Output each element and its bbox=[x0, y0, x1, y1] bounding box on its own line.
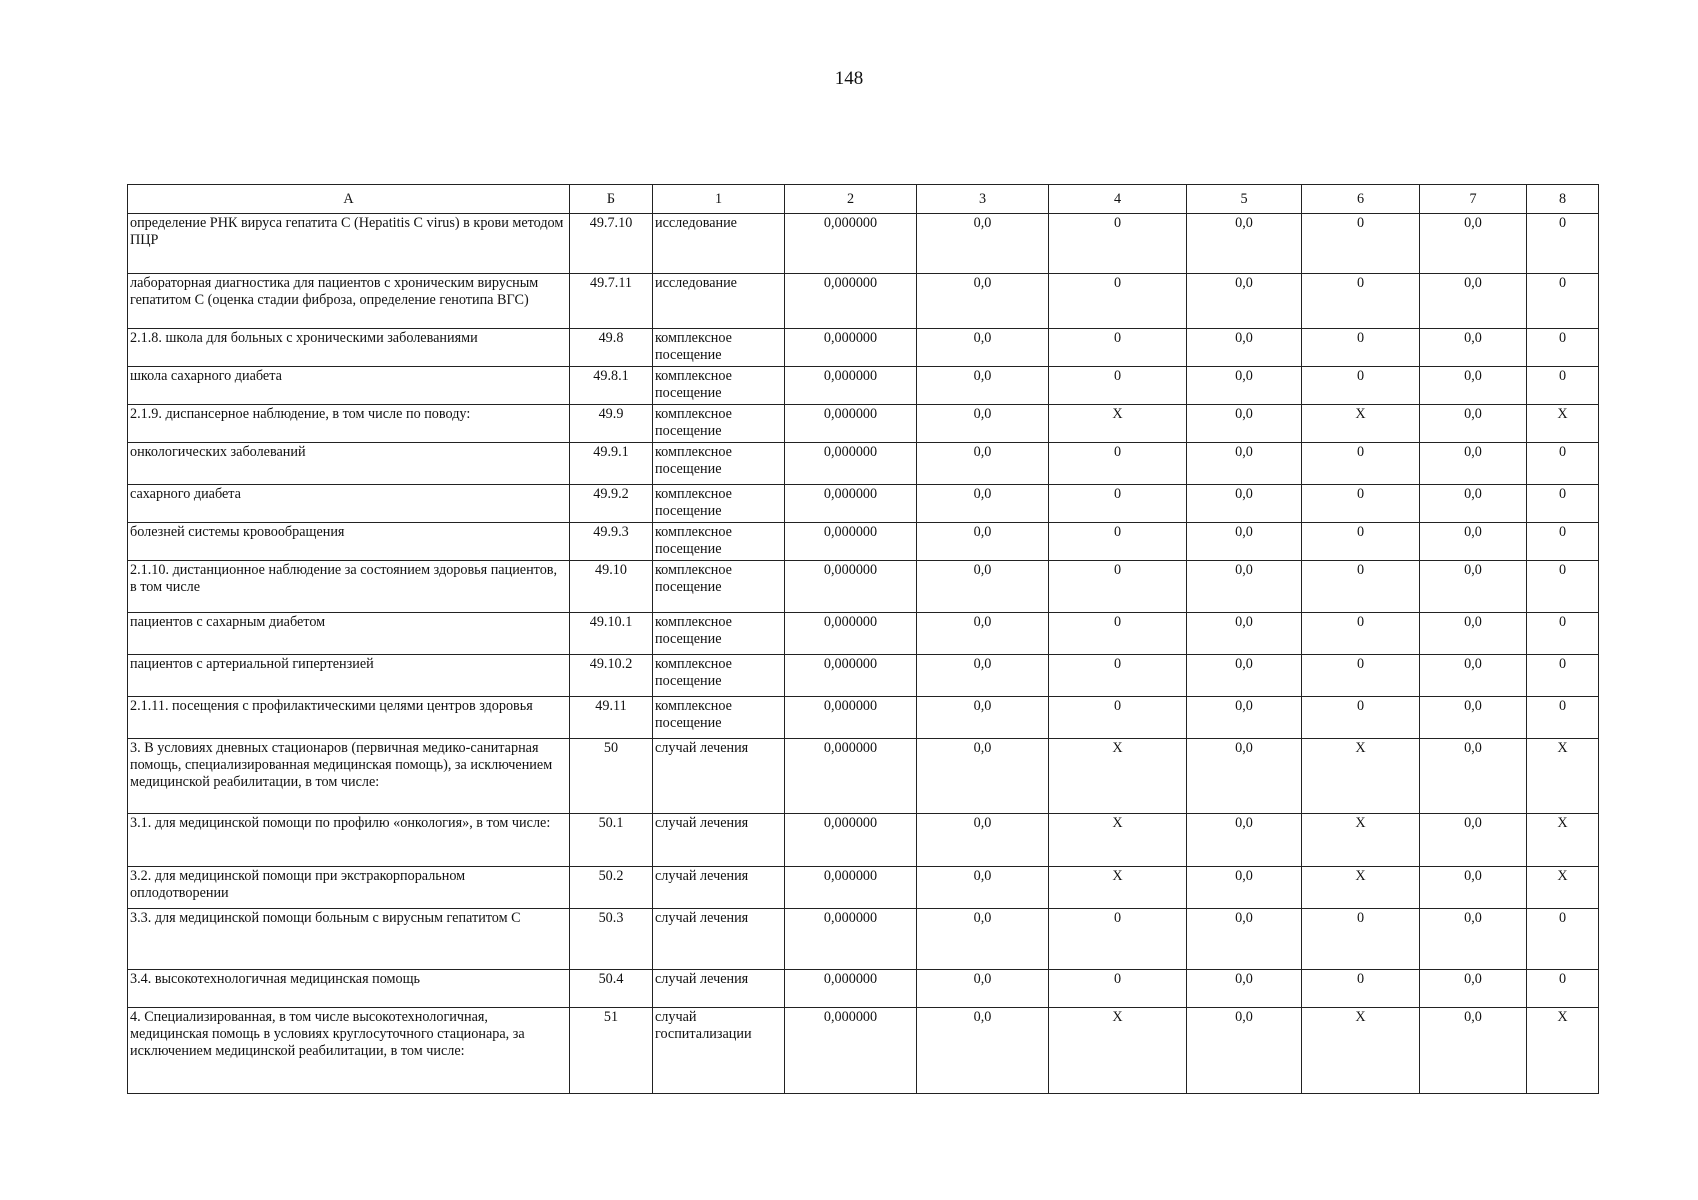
row-code: 49.10.1 bbox=[570, 613, 653, 655]
cell-col-8: 0 bbox=[1527, 613, 1599, 655]
cell-col-5: 0,0 bbox=[1187, 405, 1302, 443]
cell-col-7: 0,0 bbox=[1420, 485, 1527, 523]
cell-col-5: 0,0 bbox=[1187, 561, 1302, 613]
cell-col-2: 0,000000 bbox=[785, 561, 917, 613]
cell-col-4: 0 bbox=[1049, 655, 1187, 697]
cell-col-8: 0 bbox=[1527, 909, 1599, 970]
row-code: 49.7.10 bbox=[570, 214, 653, 274]
cell-col-8: X bbox=[1527, 405, 1599, 443]
cell-col-4: X bbox=[1049, 1008, 1187, 1094]
cell-col-7: 0,0 bbox=[1420, 655, 1527, 697]
row-code: 50.4 bbox=[570, 970, 653, 1008]
row-name: 3.1. для медицинской помощи по профилю «онкология», в том числе: bbox=[128, 814, 570, 867]
cell-col-7: 0,0 bbox=[1420, 613, 1527, 655]
cell-col-2: 0,000000 bbox=[785, 523, 917, 561]
cell-col-2: 0,000000 bbox=[785, 814, 917, 867]
row-code: 50.2 bbox=[570, 867, 653, 909]
data-table bbox=[127, 184, 1599, 1094]
cell-col-7: 0,0 bbox=[1420, 214, 1527, 274]
cell-col-7: 0,0 bbox=[1420, 970, 1527, 1008]
row-code: 49.9 bbox=[570, 405, 653, 443]
cell-col-5: 0,0 bbox=[1187, 970, 1302, 1008]
cell-col-7: 0,0 bbox=[1420, 523, 1527, 561]
cell-col-3: 0,0 bbox=[917, 909, 1049, 970]
cell-col-8: 0 bbox=[1527, 561, 1599, 613]
row-name: определение РНК вируса гепатита С (Hepatitis C virus) в крови методом ПЦР bbox=[128, 214, 570, 274]
row-name: сахарного диабета bbox=[128, 485, 570, 523]
cell-col-3: 0,0 bbox=[917, 561, 1049, 613]
row-unit: случай лечения bbox=[653, 739, 785, 814]
cell-col-7: 0,0 bbox=[1420, 274, 1527, 329]
cell-col-6: 0 bbox=[1302, 970, 1420, 1008]
cell-col-4: 0 bbox=[1049, 214, 1187, 274]
cell-col-6: X bbox=[1302, 1008, 1420, 1094]
header-row bbox=[128, 185, 1599, 214]
cell-col-6: X bbox=[1302, 814, 1420, 867]
table-row bbox=[128, 329, 1599, 367]
cell-col-6: 0 bbox=[1302, 329, 1420, 367]
cell-col-4: 0 bbox=[1049, 485, 1187, 523]
table-row bbox=[128, 739, 1599, 814]
table-row bbox=[128, 909, 1599, 970]
cell-col-4: 0 bbox=[1049, 970, 1187, 1008]
row-unit: случай лечения bbox=[653, 970, 785, 1008]
table-row bbox=[128, 405, 1599, 443]
cell-col-4: X bbox=[1049, 739, 1187, 814]
table-row bbox=[128, 1008, 1599, 1094]
cell-col-6: X bbox=[1302, 739, 1420, 814]
cell-col-6: 0 bbox=[1302, 561, 1420, 613]
cell-col-4: X bbox=[1049, 867, 1187, 909]
cell-col-6: 0 bbox=[1302, 443, 1420, 485]
cell-col-5: 0,0 bbox=[1187, 867, 1302, 909]
cell-col-3: 0,0 bbox=[917, 1008, 1049, 1094]
table-row bbox=[128, 655, 1599, 697]
cell-col-7: 0,0 bbox=[1420, 697, 1527, 739]
row-name: пациентов с артериальной гипертензией bbox=[128, 655, 570, 697]
cell-col-8: 0 bbox=[1527, 523, 1599, 561]
cell-col-3: 0,0 bbox=[917, 274, 1049, 329]
cell-col-6: X bbox=[1302, 867, 1420, 909]
cell-col-8: 0 bbox=[1527, 970, 1599, 1008]
table-row bbox=[128, 814, 1599, 867]
cell-col-3: 0,0 bbox=[917, 367, 1049, 405]
table-row bbox=[128, 561, 1599, 613]
cell-col-3: 0,0 bbox=[917, 655, 1049, 697]
cell-col-7: 0,0 bbox=[1420, 329, 1527, 367]
cell-col-7: 0,0 bbox=[1420, 405, 1527, 443]
cell-col-4: 0 bbox=[1049, 613, 1187, 655]
cell-col-8: 0 bbox=[1527, 274, 1599, 329]
cell-col-2: 0,000000 bbox=[785, 485, 917, 523]
row-name: школа сахарного диабета bbox=[128, 367, 570, 405]
cell-col-2: 0,000000 bbox=[785, 739, 917, 814]
row-unit: исследование bbox=[653, 214, 785, 274]
row-unit: случай лечения bbox=[653, 814, 785, 867]
row-name: 2.1.10. дистанционное наблюдение за состоянием здоровья пациентов, в том числе bbox=[128, 561, 570, 613]
row-unit: комплексное посещение bbox=[653, 655, 785, 697]
row-name: болезней системы кровообращения bbox=[128, 523, 570, 561]
row-unit: комплексное посещение bbox=[653, 523, 785, 561]
cell-col-3: 0,0 bbox=[917, 485, 1049, 523]
cell-col-3: 0,0 bbox=[917, 970, 1049, 1008]
row-name: 3. В условиях дневных стационаров (первичная медико-санитарная помощь, специализированная медицинская помощь), за исключением медицинской реабилитации, в том числе: bbox=[128, 739, 570, 814]
cell-col-6: 0 bbox=[1302, 274, 1420, 329]
cell-col-2: 0,000000 bbox=[785, 405, 917, 443]
row-name: 2.1.11. посещения с профилактическими целями центров здоровья bbox=[128, 697, 570, 739]
table-row bbox=[128, 970, 1599, 1008]
row-unit: исследование bbox=[653, 274, 785, 329]
row-unit: комплексное посещение bbox=[653, 697, 785, 739]
cell-col-8: 0 bbox=[1527, 697, 1599, 739]
column-header: 2 bbox=[785, 185, 917, 214]
cell-col-7: 0,0 bbox=[1420, 814, 1527, 867]
cell-col-8: 0 bbox=[1527, 214, 1599, 274]
cell-col-6: 0 bbox=[1302, 655, 1420, 697]
cell-col-3: 0,0 bbox=[917, 867, 1049, 909]
row-name: 2.1.9. диспансерное наблюдение, в том числе по поводу: bbox=[128, 405, 570, 443]
cell-col-3: 0,0 bbox=[917, 613, 1049, 655]
row-unit: комплексное посещение bbox=[653, 367, 785, 405]
cell-col-7: 0,0 bbox=[1420, 443, 1527, 485]
row-name: лабораторная диагностика для пациентов с хроническим вирусным гепатитом С (оценка стадии фиброза, определение генотипа ВГС) bbox=[128, 274, 570, 329]
cell-col-3: 0,0 bbox=[917, 739, 1049, 814]
cell-col-3: 0,0 bbox=[917, 697, 1049, 739]
cell-col-7: 0,0 bbox=[1420, 867, 1527, 909]
cell-col-5: 0,0 bbox=[1187, 739, 1302, 814]
table-row bbox=[128, 214, 1599, 274]
row-unit: комплексное посещение bbox=[653, 485, 785, 523]
cell-col-5: 0,0 bbox=[1187, 909, 1302, 970]
row-unit: случай госпитализации bbox=[653, 1008, 785, 1094]
cell-col-7: 0,0 bbox=[1420, 1008, 1527, 1094]
cell-col-8: X bbox=[1527, 1008, 1599, 1094]
cell-col-5: 0,0 bbox=[1187, 367, 1302, 405]
row-code: 49.10.2 bbox=[570, 655, 653, 697]
row-code: 51 bbox=[570, 1008, 653, 1094]
row-code: 49.8.1 bbox=[570, 367, 653, 405]
cell-col-3: 0,0 bbox=[917, 329, 1049, 367]
row-name: 3.2. для медицинской помощи при экстракорпоральном оплодотворении bbox=[128, 867, 570, 909]
cell-col-2: 0,000000 bbox=[785, 1008, 917, 1094]
column-header: А bbox=[128, 185, 570, 214]
cell-col-5: 0,0 bbox=[1187, 655, 1302, 697]
cell-col-5: 0,0 bbox=[1187, 523, 1302, 561]
row-name: 3.4. высокотехнологичная медицинская помощь bbox=[128, 970, 570, 1008]
cell-col-4: 0 bbox=[1049, 329, 1187, 367]
cell-col-2: 0,000000 bbox=[785, 909, 917, 970]
cell-col-2: 0,000000 bbox=[785, 274, 917, 329]
column-header: 1 bbox=[653, 185, 785, 214]
column-header: 3 bbox=[917, 185, 1049, 214]
cell-col-7: 0,0 bbox=[1420, 909, 1527, 970]
cell-col-8: X bbox=[1527, 739, 1599, 814]
cell-col-2: 0,000000 bbox=[785, 367, 917, 405]
cell-col-4: 0 bbox=[1049, 523, 1187, 561]
cell-col-6: X bbox=[1302, 405, 1420, 443]
cell-col-5: 0,0 bbox=[1187, 329, 1302, 367]
cell-col-4: 0 bbox=[1049, 274, 1187, 329]
cell-col-2: 0,000000 bbox=[785, 970, 917, 1008]
column-header: 5 bbox=[1187, 185, 1302, 214]
column-header: 7 bbox=[1420, 185, 1527, 214]
row-name: 3.3. для медицинской помощи больным с вирусным гепатитом С bbox=[128, 909, 570, 970]
row-name: пациентов с сахарным диабетом bbox=[128, 613, 570, 655]
cell-col-4: 0 bbox=[1049, 443, 1187, 485]
cell-col-2: 0,000000 bbox=[785, 655, 917, 697]
row-code: 49.9.3 bbox=[570, 523, 653, 561]
cell-col-7: 0,0 bbox=[1420, 739, 1527, 814]
cell-col-6: 0 bbox=[1302, 523, 1420, 561]
cell-col-6: 0 bbox=[1302, 613, 1420, 655]
row-unit: случай лечения bbox=[653, 909, 785, 970]
cell-col-5: 0,0 bbox=[1187, 814, 1302, 867]
cell-col-5: 0,0 bbox=[1187, 613, 1302, 655]
table-row bbox=[128, 613, 1599, 655]
row-name: 4. Специализированная, в том числе высокотехнологичная, медицинская помощь в условиях круглосуточного стационара, за исключением медицинской реабилитации, в том числе: bbox=[128, 1008, 570, 1094]
cell-col-4: 0 bbox=[1049, 909, 1187, 970]
table-row bbox=[128, 367, 1599, 405]
row-code: 50.3 bbox=[570, 909, 653, 970]
cell-col-5: 0,0 bbox=[1187, 1008, 1302, 1094]
cell-col-2: 0,000000 bbox=[785, 214, 917, 274]
row-unit: комплексное посещение bbox=[653, 613, 785, 655]
cell-col-6: 0 bbox=[1302, 697, 1420, 739]
cell-col-6: 0 bbox=[1302, 909, 1420, 970]
cell-col-2: 0,000000 bbox=[785, 867, 917, 909]
cell-col-8: 0 bbox=[1527, 485, 1599, 523]
cell-col-6: 0 bbox=[1302, 367, 1420, 405]
cell-col-8: X bbox=[1527, 814, 1599, 867]
row-code: 49.9.2 bbox=[570, 485, 653, 523]
cell-col-7: 0,0 bbox=[1420, 367, 1527, 405]
cell-col-8: X bbox=[1527, 867, 1599, 909]
cell-col-6: 0 bbox=[1302, 485, 1420, 523]
cell-col-3: 0,0 bbox=[917, 523, 1049, 561]
row-code: 49.10 bbox=[570, 561, 653, 613]
cell-col-5: 0,0 bbox=[1187, 214, 1302, 274]
table-row bbox=[128, 867, 1599, 909]
row-code: 49.8 bbox=[570, 329, 653, 367]
cell-col-4: 0 bbox=[1049, 367, 1187, 405]
column-header: 8 bbox=[1527, 185, 1599, 214]
row-unit: случай лечения bbox=[653, 867, 785, 909]
cell-col-7: 0,0 bbox=[1420, 561, 1527, 613]
row-name: онкологических заболеваний bbox=[128, 443, 570, 485]
cell-col-4: 0 bbox=[1049, 697, 1187, 739]
column-header: Б bbox=[570, 185, 653, 214]
cell-col-4: X bbox=[1049, 814, 1187, 867]
row-unit: комплексное посещение bbox=[653, 561, 785, 613]
row-code: 50 bbox=[570, 739, 653, 814]
cell-col-2: 0,000000 bbox=[785, 443, 917, 485]
table-row bbox=[128, 274, 1599, 329]
cell-col-3: 0,0 bbox=[917, 814, 1049, 867]
cell-col-5: 0,0 bbox=[1187, 697, 1302, 739]
cell-col-3: 0,0 bbox=[917, 405, 1049, 443]
cell-col-4: X bbox=[1049, 405, 1187, 443]
column-header: 4 bbox=[1049, 185, 1187, 214]
cell-col-8: 0 bbox=[1527, 443, 1599, 485]
cell-col-5: 0,0 bbox=[1187, 274, 1302, 329]
cell-col-2: 0,000000 bbox=[785, 613, 917, 655]
page-number: 148 bbox=[834, 68, 864, 89]
table-row bbox=[128, 523, 1599, 561]
cell-col-6: 0 bbox=[1302, 214, 1420, 274]
cell-col-8: 0 bbox=[1527, 367, 1599, 405]
cell-col-5: 0,0 bbox=[1187, 443, 1302, 485]
cell-col-2: 0,000000 bbox=[785, 329, 917, 367]
cell-col-4: 0 bbox=[1049, 561, 1187, 613]
cell-col-5: 0,0 bbox=[1187, 485, 1302, 523]
table-row bbox=[128, 485, 1599, 523]
cell-col-8: 0 bbox=[1527, 329, 1599, 367]
cell-col-8: 0 bbox=[1527, 655, 1599, 697]
row-unit: комплексное посещение bbox=[653, 329, 785, 367]
cell-col-3: 0,0 bbox=[917, 214, 1049, 274]
row-unit: комплексное посещение bbox=[653, 405, 785, 443]
row-name: 2.1.8. школа для больных с хроническими заболеваниями bbox=[128, 329, 570, 367]
row-code: 50.1 bbox=[570, 814, 653, 867]
row-code: 49.9.1 bbox=[570, 443, 653, 485]
table-row bbox=[128, 697, 1599, 739]
row-code: 49.7.11 bbox=[570, 274, 653, 329]
cell-col-3: 0,0 bbox=[917, 443, 1049, 485]
row-unit: комплексное посещение bbox=[653, 443, 785, 485]
cell-col-2: 0,000000 bbox=[785, 697, 917, 739]
table-row bbox=[128, 443, 1599, 485]
column-header: 6 bbox=[1302, 185, 1420, 214]
row-code: 49.11 bbox=[570, 697, 653, 739]
